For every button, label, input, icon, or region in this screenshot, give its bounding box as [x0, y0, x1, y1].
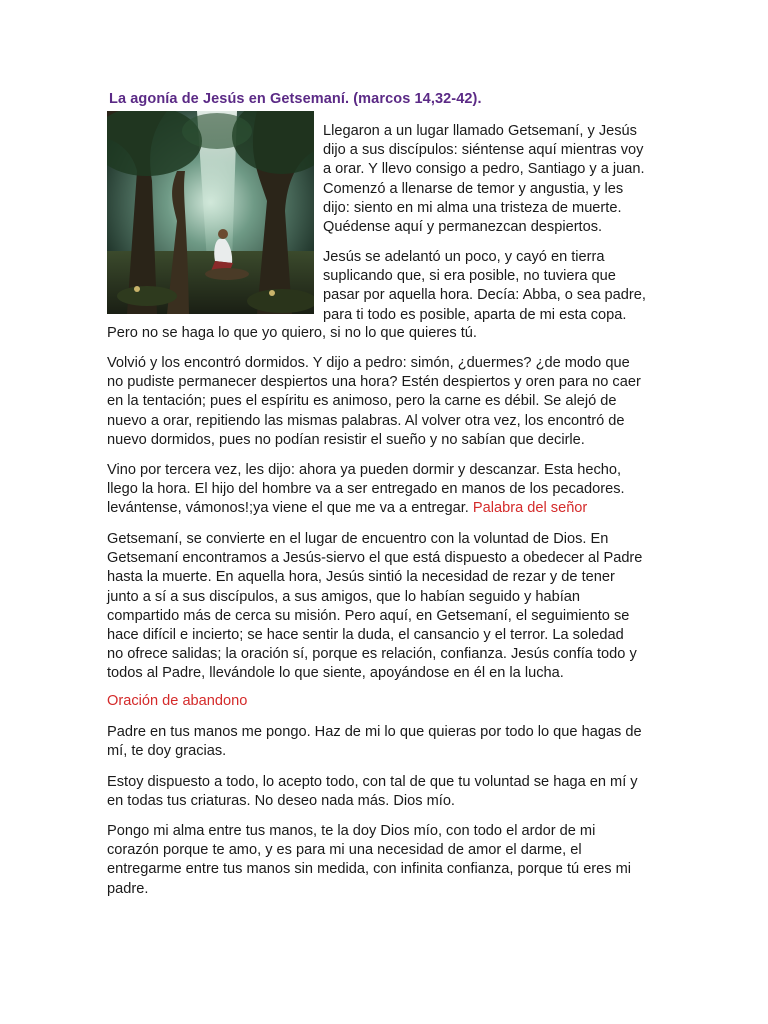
gethsemane-painting [107, 111, 314, 314]
text-line: nuevo a orar, repitiendo las mismas palabras. Al volver otra vez, los encontró de [107, 412, 625, 429]
text-line: compartido más de cerca su misión. Pero aquí, en Getsemaní, el seguimiento se [107, 607, 630, 624]
text-line: no pudiste permanecer despiertos una hora? Estén despiertos y oren para no caer [107, 374, 641, 391]
text-line: Jesús se adelantó un poco, y cayó en tierra [323, 249, 605, 265]
text-line: Getsemaní encontramos a Jesús-siervo el que está dispuesto a obedecer al Padre [107, 550, 643, 567]
text-line: hace difícil e incierto; se hace sentir la duda, el cansancio y el terror. La soledad [107, 627, 624, 644]
text-line: nuevo dormidos, pues no podían resistir el sueño y no sabían que decirle. [107, 431, 585, 448]
paragraph-6 [107, 723, 642, 761]
paragraph-5 [107, 530, 642, 684]
text-line: llego la hora. El hijo del hombre va a ser entregado en manos de los pecadores. [107, 481, 625, 498]
document-title: La agonía de Jesús en Getsemaní. (marcos 14,32-42). [109, 91, 482, 107]
paragraph-4 [107, 461, 625, 519]
text-line: junto a sí a sus discípulos, a sus amigos, que lo habían seguido y habían [107, 588, 580, 605]
text-line: Padre en tus manos me pongo. Haz de mi lo que quieras por todo lo que hagas de [107, 724, 642, 740]
paragraph-2 [323, 248, 646, 325]
text-line: entregarme entre tus manos sin medida, con infinita confianza, porque tú eres mi [107, 861, 632, 878]
section-heading-oracion: Oración de abandono [107, 693, 248, 709]
text-line: Getsemaní, se convierte en el lugar de encuentro con la voluntad de Dios. En [107, 531, 609, 547]
text-line: corazón porque te amo, y es para mi una necesidad de amor el darme, el [107, 842, 582, 859]
text-line: Pongo mi alma entre tus manos, te la doy Dios mío, con todo el ardor de mi [107, 823, 596, 839]
text-line: padre. [107, 880, 149, 897]
paragraph-7 [107, 773, 638, 811]
palabra-del-senor-highlight: Palabra del señor [472, 500, 588, 517]
text-line: todos al Padre, llevándole lo que siente, apoyándose en él en la lucha. [107, 665, 564, 682]
text-line: dijo: siento en mi alma una tristeza de muerte. [323, 199, 622, 216]
text-line: hasta la muerte. En aquella hora, Jesús sintió la necesidad de rezar y de tener [107, 569, 615, 586]
text-line: en la tentación; pues el espíritu es animoso, pero la carne es débil. Se alejó de [107, 393, 617, 410]
text-line: Quédense aquí y permanezcan despiertos. [323, 219, 603, 236]
text-line: Vino por tercera vez, les dijo: ahora ya pueden dormir y descanzar. Esta hecho, [107, 462, 622, 478]
paragraph-8 [107, 822, 631, 899]
text-line: suplicando que, si era posible, no tuviera que [323, 268, 616, 285]
text-line: no ofrece salidas; la oración sí, porque es relación, confianza. Jesús confía todo y [107, 646, 637, 663]
text-line: en todas tus criaturas. No deseo nada más. Dios mío. [107, 793, 455, 810]
text-line: Comenzó a llenarse de temor y angustia, y les [323, 180, 624, 197]
text-line: dijo a sus discípulos: siéntense aquí mientras voy [323, 142, 644, 159]
text-line: Pero no se haga lo que yo quiero, si no lo que quieres tú. [107, 325, 477, 341]
paragraph-2-continued [107, 324, 477, 343]
text-segment: levántense, vámonos!;ya viene el que me va a entregar. [107, 500, 469, 517]
text-line: mí, te doy gracias. [107, 743, 227, 760]
text-line [107, 499, 625, 518]
paragraph-1 [323, 122, 645, 237]
text-line: para ti todo es posible, aparta de mi esta copa. [323, 306, 627, 323]
paragraph-3 [107, 354, 641, 450]
text-line: Estoy dispuesto a todo, lo acepto todo, con tal de que tu voluntad se haga en mí y [107, 774, 638, 790]
text-line: pasar por aquella hora. Decía: Abba, o sea padre, [323, 287, 646, 304]
text-line: Llegaron a un lugar llamado Getsemaní, y Jesús [323, 123, 637, 139]
text-line: Volvió y los encontró dormidos. Y dijo a pedro: simón, ¿duermes? ¿de modo que [107, 355, 630, 371]
text-line: a orar. Y llevo consigo a pedro, Santiago y a juan. [323, 161, 645, 178]
